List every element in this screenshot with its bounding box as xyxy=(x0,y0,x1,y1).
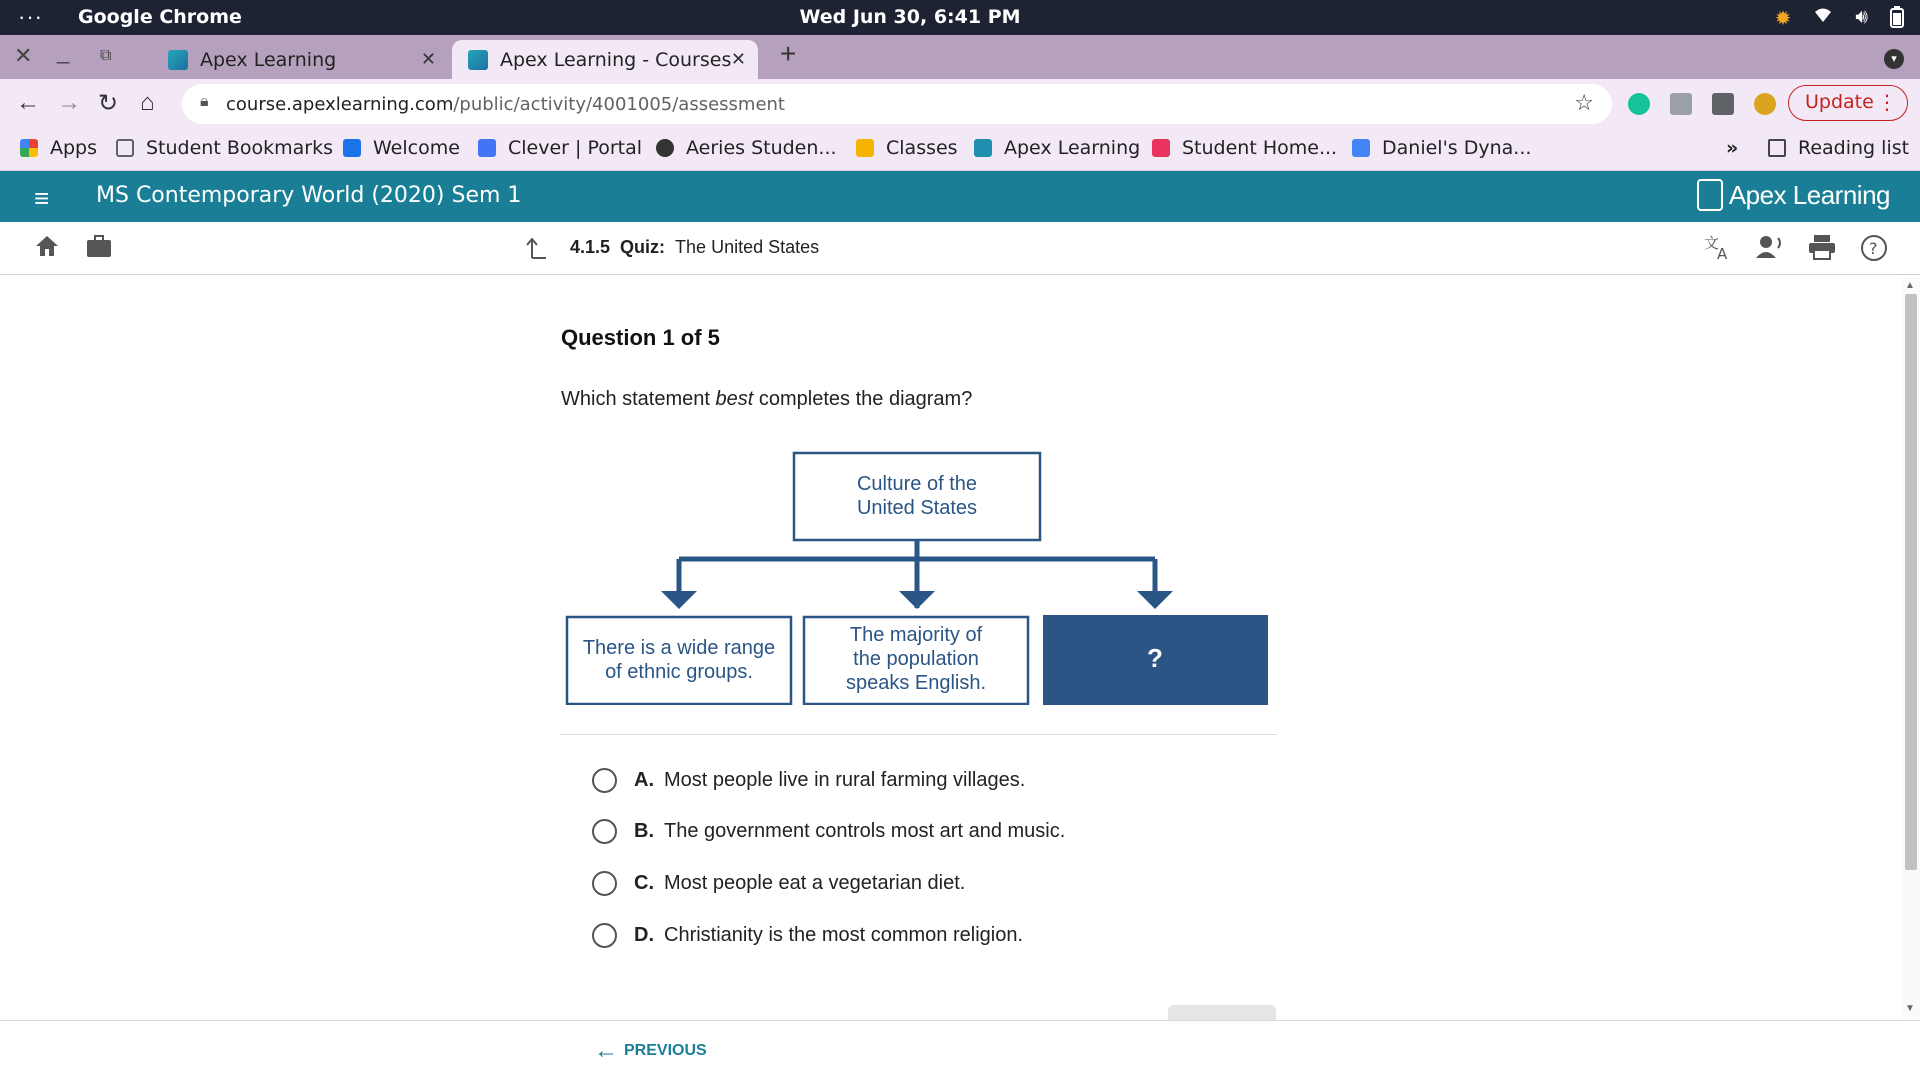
svg-text:?: ? xyxy=(1869,239,1878,258)
option-text: Christianity is the most common religion. xyxy=(664,924,1024,946)
diagram-box1-line-2: of ethnic groups. xyxy=(605,661,753,683)
tab-title: Apex Learning - Courses xyxy=(500,48,732,71)
lock-icon[interactable]: 🔒︎ xyxy=(200,93,209,110)
brand-name: Apex Learning xyxy=(1728,179,1890,210)
diagram-top-line-1: Culture of the xyxy=(856,473,978,495)
tab-apex-learning-courses[interactable] xyxy=(452,40,758,79)
r-logo-icon xyxy=(343,139,361,157)
tab-apex-learning[interactable] xyxy=(152,40,448,79)
activity-number: 4.1.5 xyxy=(570,237,611,257)
course-header xyxy=(0,171,1920,222)
bookmark-label: Apex Learning xyxy=(1004,137,1141,159)
url-text[interactable]: course.apexlearning.com/public/activity/4001005/assessment xyxy=(226,94,785,115)
reading-list-button[interactable] xyxy=(1768,137,1909,159)
bookmarks-bar xyxy=(0,129,1920,171)
reading-list-icon xyxy=(1768,139,1786,157)
culture-diagram xyxy=(561,451,1273,705)
radio-button[interactable] xyxy=(592,923,617,948)
bookmark-label: Apps xyxy=(50,137,98,159)
radio-button[interactable] xyxy=(592,871,617,896)
globe-icon xyxy=(656,139,674,157)
bookmark-student-bookmarks[interactable] xyxy=(116,137,333,159)
apps-grid-icon xyxy=(20,139,38,157)
activities-dots-icon[interactable]: ··· xyxy=(18,4,43,29)
question-content xyxy=(0,275,1920,1020)
question-counter: Question 1 of 5 xyxy=(561,325,720,350)
read-aloud-icon[interactable] xyxy=(1756,234,1784,267)
bookmark-welcome[interactable] xyxy=(343,137,460,159)
bookmark-label: Daniel's Dyna... xyxy=(1382,137,1532,159)
answer-option-d[interactable] xyxy=(592,923,1023,948)
previous-label: PREVIOUS xyxy=(624,1042,707,1059)
option-text: The government controls most art and music. xyxy=(664,820,1066,842)
back-arrow-icon[interactable]: ← xyxy=(16,89,40,116)
extensions-puzzle-icon[interactable] xyxy=(1712,93,1734,115)
bookmark-daniels-dyna[interactable] xyxy=(1352,137,1531,159)
browser-toolbar xyxy=(0,79,1920,129)
docs-icon xyxy=(1352,139,1370,157)
folder-icon xyxy=(116,139,134,157)
scroll-up-arrow-icon[interactable]: ▲ xyxy=(1905,280,1915,291)
apex-favicon-icon xyxy=(468,50,488,70)
diagram-top-box xyxy=(794,453,1040,540)
svg-text:A: A xyxy=(1717,245,1728,260)
forward-arrow-icon[interactable]: → xyxy=(57,89,81,116)
diagram-box-english xyxy=(804,617,1028,704)
bookmark-star-icon[interactable]: ☆ xyxy=(1574,90,1594,115)
bookmark-aeries[interactable] xyxy=(656,137,837,159)
battery-icon[interactable] xyxy=(1890,6,1904,34)
active-app-name: Google Chrome xyxy=(78,6,242,28)
diagram-arrowheads xyxy=(661,591,1173,609)
option-letter: C. xyxy=(634,872,654,894)
scrollbar-thumb[interactable] xyxy=(1905,294,1917,870)
radio-button[interactable] xyxy=(592,819,617,844)
volume-icon[interactable]: 🔊︎ xyxy=(1855,6,1868,28)
system-tray[interactable] xyxy=(1775,6,1904,34)
new-tab-plus-icon[interactable]: + xyxy=(780,38,797,69)
reading-list-label: Reading list xyxy=(1798,137,1910,159)
diagram-box2-line-2: the population xyxy=(853,648,979,670)
wifi-icon[interactable] xyxy=(1813,6,1833,34)
activity-type: Quiz: xyxy=(620,237,666,257)
apex-learning-logo xyxy=(1697,179,1890,211)
question-prompt: Which statement best completes the diagram? xyxy=(561,388,973,410)
reload-icon[interactable]: ↻ xyxy=(98,90,119,117)
address-bar[interactable] xyxy=(182,84,1612,124)
kebab-menu-icon[interactable]: ⋮ xyxy=(1877,90,1897,114)
section-divider xyxy=(560,734,1277,735)
radio-button[interactable] xyxy=(592,768,617,793)
option-text: Most people eat a vegetarian diet. xyxy=(664,872,966,894)
activity-breadcrumb xyxy=(570,237,819,258)
activity-title: The United States xyxy=(675,237,820,257)
window-restore-icon[interactable]: ⧉ xyxy=(100,47,112,64)
bookmark-label: Welcome xyxy=(373,137,460,159)
tab-close-icon[interactable]: ✕ xyxy=(420,49,436,70)
option-text: Most people live in rural farming villages. xyxy=(664,769,1026,791)
bookmark-apps[interactable] xyxy=(20,137,97,159)
tab-search-chevron-icon[interactable]: ▾ xyxy=(1884,49,1904,69)
option-letter: B. xyxy=(634,820,654,842)
bookmark-label: Aeries Studen... xyxy=(686,137,837,159)
svg-text:文: 文 xyxy=(1704,234,1720,252)
help-icon[interactable] xyxy=(1860,234,1888,269)
arrowhead-left xyxy=(661,591,697,609)
clever-icon xyxy=(478,139,496,157)
bookmarks-overflow-chevron-icon[interactable]: » xyxy=(1726,137,1739,159)
print-icon[interactable] xyxy=(1808,234,1836,267)
diagram-box-unknown xyxy=(1043,615,1268,705)
window-close-icon[interactable]: ✕ xyxy=(14,43,33,68)
profile-avatar[interactable] xyxy=(1754,93,1776,115)
answer-option-a[interactable] xyxy=(592,768,1025,793)
bookmark-classes[interactable] xyxy=(856,137,958,159)
tab-title: Apex Learning xyxy=(200,48,337,71)
diagram-top-line-2: United States xyxy=(856,497,978,519)
bookmark-label: Clever | Portal xyxy=(508,137,643,159)
answer-option-c[interactable] xyxy=(592,871,965,896)
update-label: Update xyxy=(1805,91,1874,113)
apex-logo-mark-icon xyxy=(1697,179,1723,211)
quiz-footer xyxy=(0,1020,1920,1080)
diagram-question-mark: ? xyxy=(1147,643,1163,673)
system-clock[interactable]: Wed Jun 30, 6:41 PM xyxy=(799,6,1021,28)
scroll-down-arrow-icon[interactable]: ▼ xyxy=(1905,1003,1915,1014)
bookmark-label: Student Home... xyxy=(1182,137,1338,159)
update-button[interactable] xyxy=(1788,85,1908,121)
bookmark-apex-learning[interactable] xyxy=(974,137,1140,159)
course-title: MS Contemporary World (2020) Sem 1 xyxy=(96,183,522,208)
diagram-box-ethnic-groups xyxy=(567,617,791,704)
bookmark-label: Student Bookmarks xyxy=(146,137,333,159)
up-arrow-icon[interactable] xyxy=(526,236,548,267)
tab-strip xyxy=(0,35,1920,79)
briefcase-icon[interactable] xyxy=(86,234,112,265)
diagram-box1-line-1: There is a wide range xyxy=(582,637,776,659)
bookmark-clever-portal[interactable] xyxy=(478,137,642,159)
arrowhead-center xyxy=(899,591,935,609)
diagram-box2-line-1: The majority of xyxy=(849,624,983,646)
option-letter: D. xyxy=(634,924,654,946)
classroom-icon xyxy=(856,139,874,157)
grammarly-extension-icon[interactable] xyxy=(1628,93,1650,115)
left-arrow-icon: ← xyxy=(594,1037,618,1064)
window-minimize-icon[interactable]: _ xyxy=(57,39,70,64)
tab-close-icon[interactable]: ✕ xyxy=(730,49,746,70)
translate-icon[interactable] xyxy=(1704,234,1732,267)
bookmark-label: Classes xyxy=(886,137,958,159)
answer-option-b[interactable] xyxy=(592,819,1065,844)
os-top-bar xyxy=(0,0,1920,35)
diagram-box2-line-3: speaks English. xyxy=(845,672,987,694)
night-light-icon[interactable]: ✹ xyxy=(1774,8,1792,30)
n-logo-icon xyxy=(1152,139,1170,157)
activity-toolbar xyxy=(0,222,1920,275)
option-letter: A. xyxy=(634,769,654,791)
hamburger-menu-icon[interactable]: ≡ xyxy=(34,183,50,213)
apex-icon xyxy=(974,139,992,157)
apex-favicon-icon xyxy=(168,50,188,70)
submit-button-edge[interactable] xyxy=(1168,1005,1276,1020)
home-icon[interactable] xyxy=(34,234,60,265)
cast-extension-icon[interactable] xyxy=(1670,93,1692,115)
home-icon[interactable]: ⌂ xyxy=(140,89,155,116)
previous-button[interactable] xyxy=(594,1037,707,1065)
bookmark-student-home[interactable] xyxy=(1152,137,1337,159)
arrowhead-right xyxy=(1137,591,1173,609)
